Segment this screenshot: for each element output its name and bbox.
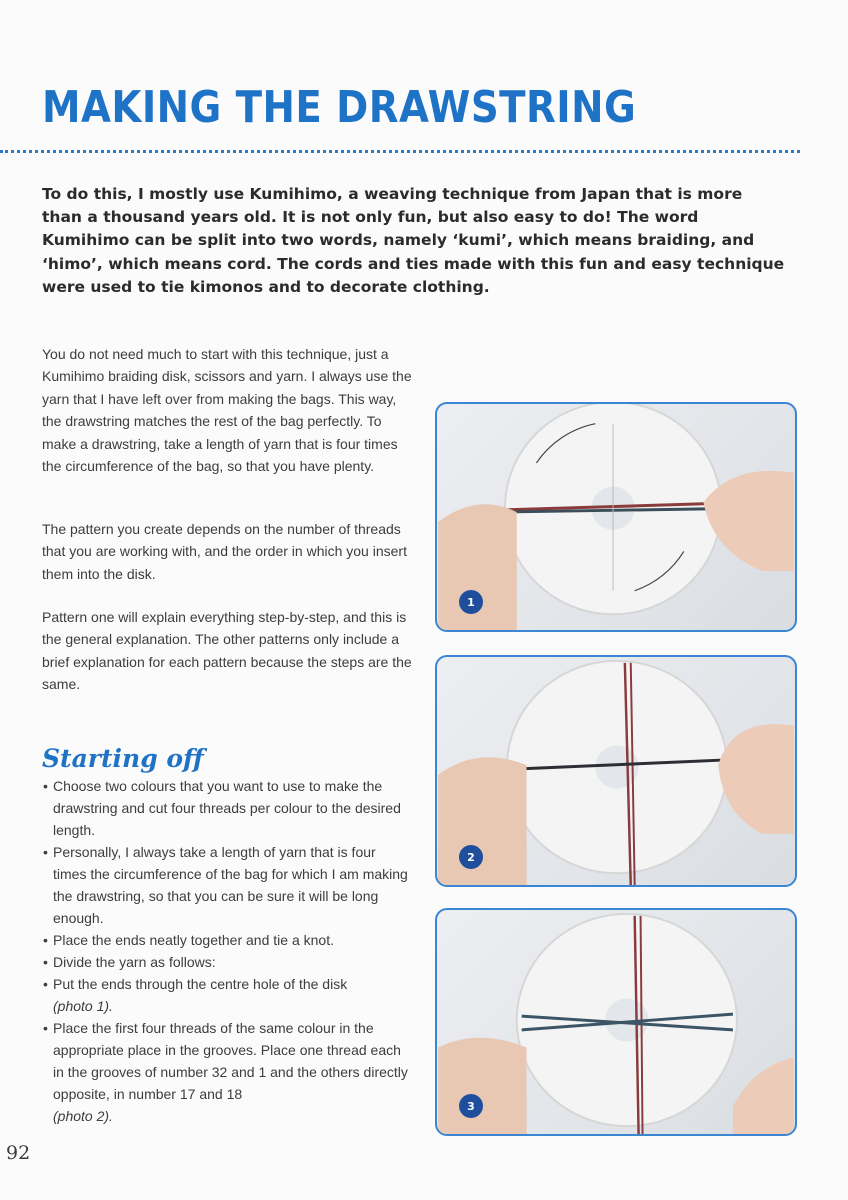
kumihimo-disk-photo-icon [437,657,795,885]
list-item-text: Divide the yarn as follows: [53,954,216,970]
photo-3 [435,908,797,1136]
page-number: 92 [6,1142,31,1164]
list-item-text: Place the ends neatly together and tie a knot. [53,932,334,948]
list-item [42,973,412,1017]
list-item [42,1017,412,1127]
list-item [42,951,412,973]
photo-2 [435,655,797,887]
instruction-list [42,775,412,1127]
intro-paragraph: To do this, I mostly use Kumihimo, a weaving technique from Japan that is more than a thousand years old. It is not only fun, but also easy to do! The word Kumihimo can be split into two words, namely ‘kumi’, which means braiding, and ‘himo’, which means cord. The cords and ties made with this fun and easy technique were used to tie kimonos and to decorate clothing. [42,185,785,296]
kumihimo-disk-photo-icon [437,910,795,1134]
list-item-text: Put the ends through the centre hole of the disk [53,976,348,992]
photo-1 [435,402,797,632]
list-item [42,841,412,929]
section-heading: Starting off [42,744,204,773]
kumihimo-disk-photo-icon [437,404,795,630]
list-item [42,929,412,951]
body-paragraph-3: Pattern one will explain everything step-by-step, and this is the general explanation. The other patterns only include a brief explanation for each pattern because the steps are the same. [42,609,412,693]
photo-badge: 3 [459,1094,483,1118]
list-item-text: Choose two colours that you want to use to make the drawstring and cut four threads per colour to the desired length. [53,778,401,838]
dotted-divider [0,150,800,153]
list-item-text: Place the first four threads of the same colour in the appropriate place in the grooves. Place one thread each in the grooves of number 32 and 1 and the others directly opposite, in number 17 and 18 [53,1020,408,1102]
photo-reference: (photo 2). [53,1108,113,1124]
body-paragraph-2: The pattern you create depends on the number of threads that you are working with, and the order in which you insert them into the disk. [42,521,407,582]
body-paragraph-1: You do not need much to start with this technique, just a Kumihimo braiding disk, scissors and yarn. I always use the yarn that I have left over from making the bags. This way, the drawstring matches the rest of the bag perfectly. To make a drawstring, take a length of yarn that is four times the circumference of the bag, so that you have plenty. [42,346,412,475]
page-title: MAKING THE DRAWSTRING [42,82,637,133]
photo-badge: 2 [459,845,483,869]
photo-badge: 1 [459,590,483,614]
list-item [42,775,412,841]
photo-reference: (photo 1). [53,998,113,1014]
list-item-text: Personally, I always take a length of yarn that is four times the circumference of the bag for which I am making the drawstring, so that you can be sure it will be long enough. [53,844,408,926]
